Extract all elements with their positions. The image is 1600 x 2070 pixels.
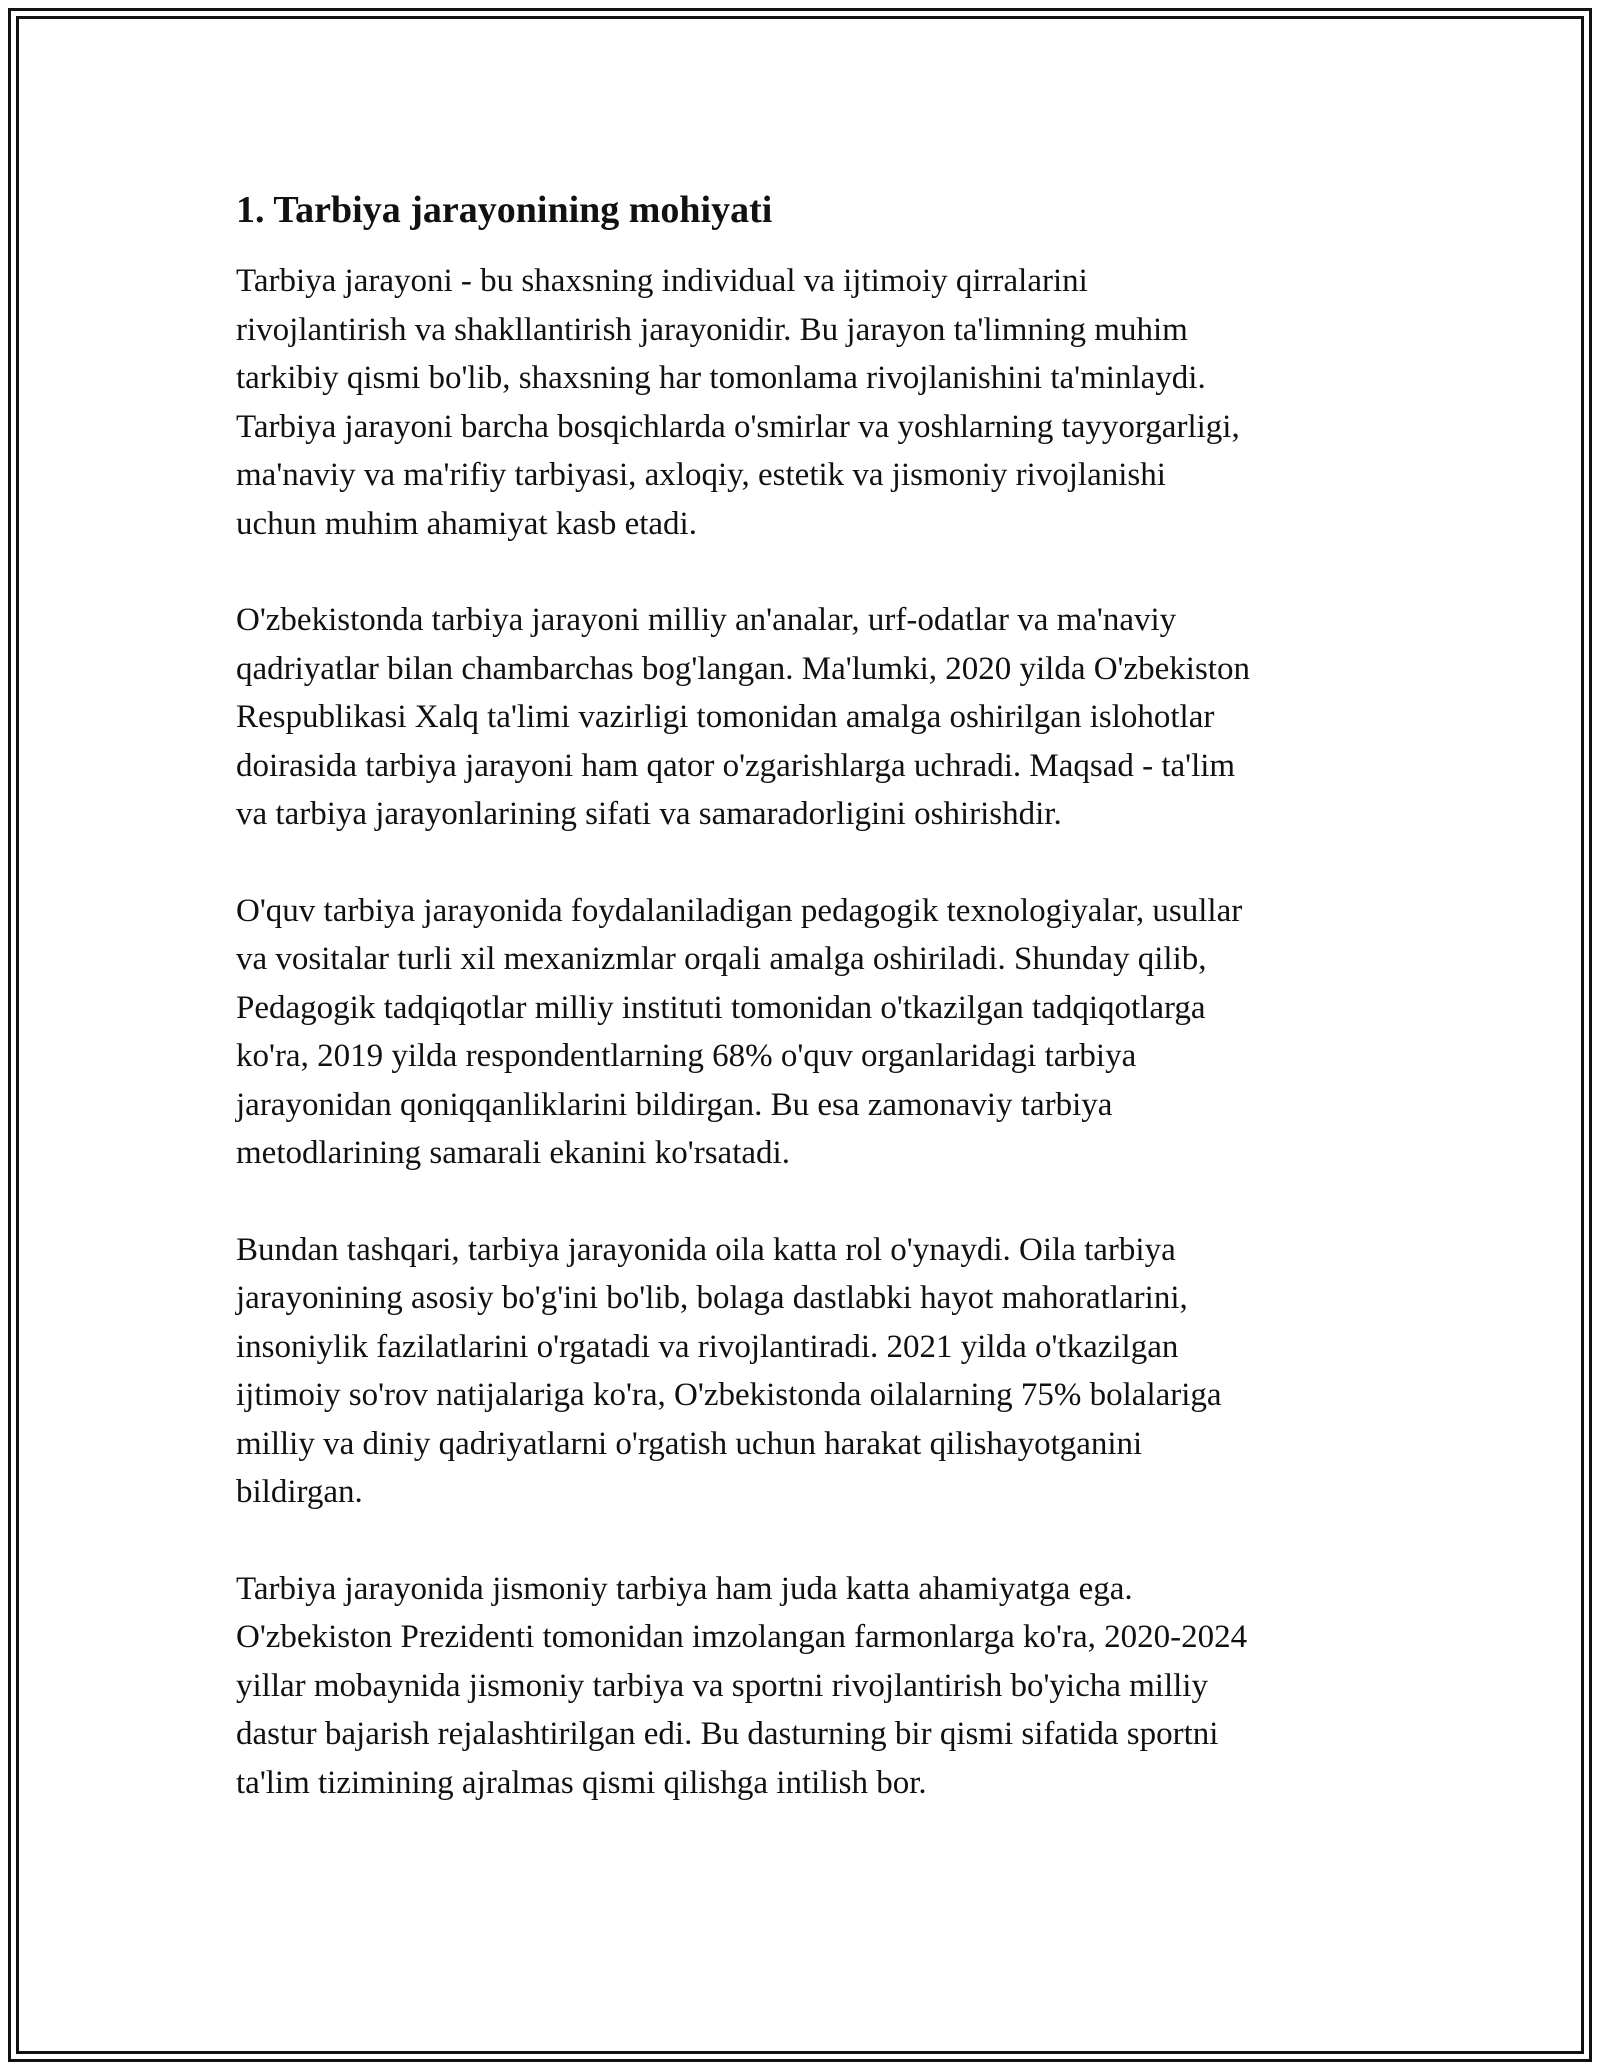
paragraph-pedagogical-technologies: O'quv tarbiya jarayonida foydalaniladigan pedagogik texnologiyalar, usullar va vositalar turli xil mexanizmlar orqali amalga oshiriladi. Shunday qilib, Pedagogik tadqiqotlar milliy instituti tomonidan o'tkazilgan tadqiqotlarga ko'ra, 2019 yilda respondentlarning 68% o'quv organlaridagi tarbiya jarayonidan qoniqqanliklarini bildirgan. Bu esa zamonaviy tarbiya metodlarining samarali ekanini ko'rsatadi. xyxy=(236,892,1243,1171)
paragraph-family-role: Bundan tashqari, tarbiya jarayonida oila katta rol o'ynaydi. Oila tarbiya jarayonining asosiy bo'g'ini bo'lib, bolaga dastlabki hayot mahoratlarini, insoniylik fazilatlarini o'rgatadi va rivojlantiradi. 2021 yilda o'tkazilgan ijtimoiy so'rov natijalariga ko'ra, O'zbekistonda oilalarning 75% bolalariga milliy va diniy qadriyatlarni o'rgatish uchun harakat qilishayotganini bildirgan. xyxy=(236,1231,1222,1510)
paragraph-uzbekistan-traditions: O'zbekistonda tarbiya jarayoni milliy an'analar, urf-odatlar va ma'naviy qadriyatlar bilan chambarchas bog'langan. Ma'lumki, 2020 yilda O'zbekiston Respublikasi Xalq ta'limi vazirligi tomonidan amalga oshirilgan islohotlar doirasida tarbiya jarayoni ham qator o'zgarishlarga uchradi. Maqsad - ta'lim va tarbiya jarayonlarining sifati va samaradorligini oshirishdir. xyxy=(236,602,1250,832)
section-heading: 1. Tarbiya jarayonining mohiyati xyxy=(236,189,773,231)
paragraph-physical-education: Tarbiya jarayonida jismoniy tarbiya ham juda katta ahamiyatga ega. O'zbekiston Prezidenti tomonidan imzolangan farmonlarga ko'ra, 2020-2024 yillar mobaynida jismoniy tarbiya va sportni rivojlantirish bo'yicha milliy dastur bajarish rejalashtirilgan edi. Bu dasturning bir qismi sifatida sportni ta'lim tizimining ajralmas qismi qilishga intilish bor. xyxy=(236,1570,1248,1801)
paragraph-intro: Tarbiya jarayoni - bu shaxsning individual va ijtimoiy qirralarini rivojlantirish va shakllantirish jarayonidir. Bu jarayon ta'limning muhim tarkibiy qismi bo'lib, shaxsning har tomonlama rivojlanishini ta'minlaydi. Tarbiya jarayoni barcha bosqichlarda o'smirlar va yoshlarning tayyorgarligi, ma'naviy va ma'rifiy tarbiyasi, axloqiy, estetik va jismoniy rivojlanishi uchun muhim ahamiyat kasb etadi. xyxy=(236,263,1240,542)
document-body xyxy=(236,185,1376,1855)
